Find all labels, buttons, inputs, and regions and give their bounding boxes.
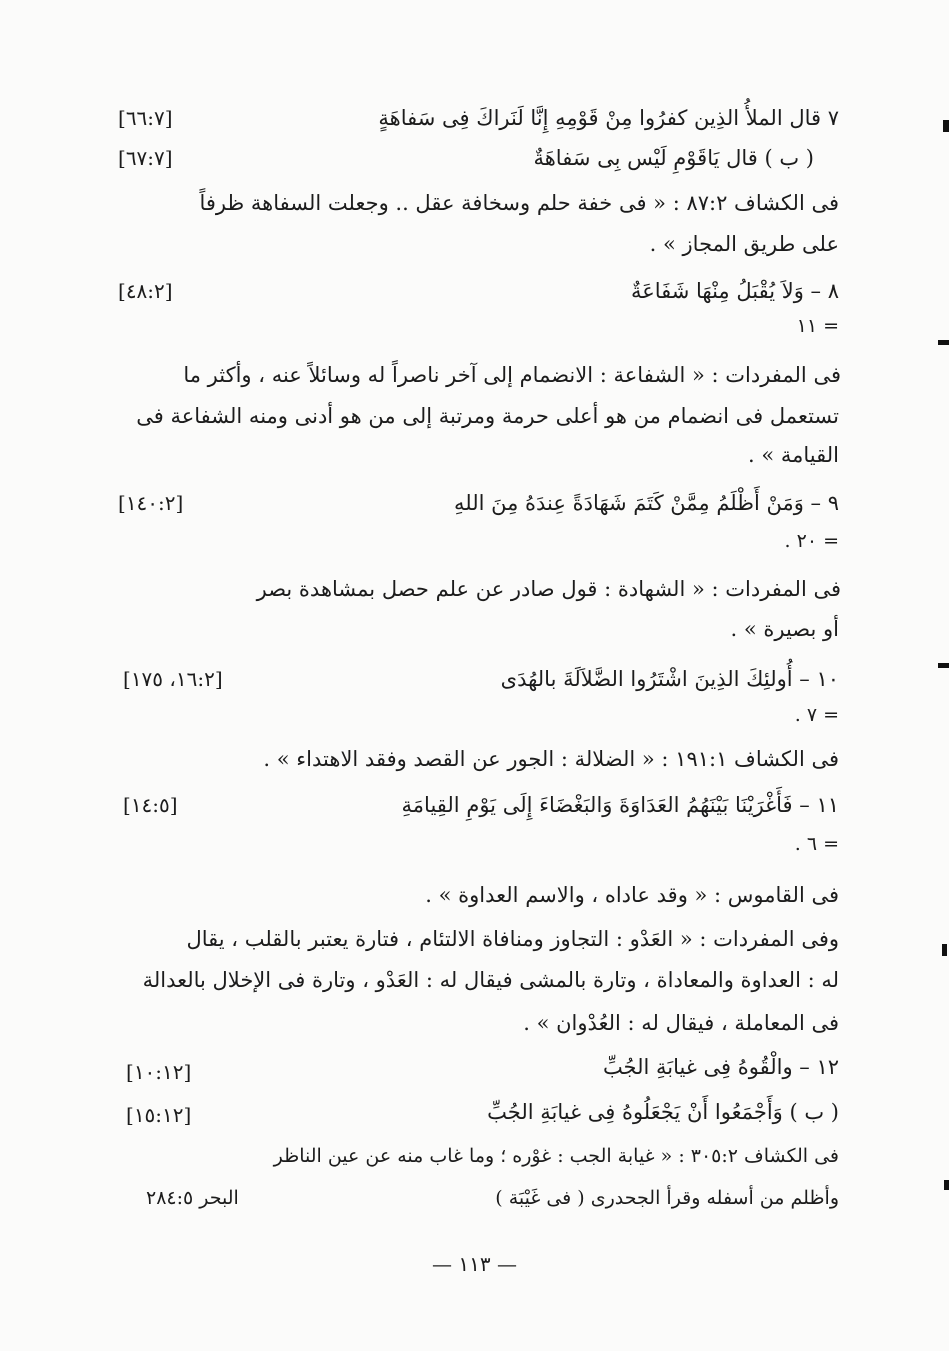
verse-12: ١٢ – والْقُوهُ فِى غيابَةِ الجُبِّ (602, 1055, 839, 1079)
verse-ref: [١٠:١٢] (126, 1060, 192, 1084)
verse-8: ٨ – وَلاَ يُقْبَلُ مِنْهَا شَفَاعَةٌ (630, 279, 839, 303)
verse-9: ٩ – وَمَنْ أَظْلَمُ مِمَّنْ كَتَمَ شَهَادَةً عِندَهُ مِنَ اللهِ (454, 491, 839, 515)
commentary-line: فى المعاملة ، فيقال له : العُدْوان » . (523, 1011, 839, 1035)
commentary-line: وفى المفردات : « العَدْو : التجاوز ومنافاة الالتئام ، فتارة يعتبر بالقلب ، يقال (186, 927, 839, 951)
verse-ref: [٦٧:٧] (118, 146, 173, 170)
commentary-line: وأظلم من أسفله وقرأ الجحدرى ( فى غَيْبَة ) (495, 1187, 839, 1209)
margin-mark (943, 120, 949, 132)
occurrence-count: = ١١ (796, 315, 839, 337)
commentary-line: أو بصيرة » . (730, 617, 839, 641)
page-number: — ١١٣ — (432, 1252, 517, 1276)
verse-ref: [١٥:١٢] (126, 1103, 192, 1127)
occurrence-count: = ٦ . (794, 833, 839, 855)
verse-ref: [٦٦:٧] (118, 106, 173, 130)
verse-ref: [٤٨:٢] (118, 279, 173, 303)
verse-ref: [١٤:٥] (123, 793, 178, 817)
commentary-line: له : العداوة والمعاداة ، وتارة بالمشى فيقال له : العَدْو ، وتارة فى الإخلال بالعدالة (142, 968, 839, 992)
margin-mark (938, 663, 949, 668)
verse-7: ٧ قال الملأُ الذِين كفرُوا مِنْ قَوْمِهِ إِنَّا لَنَراكَ فِى سَفاهَةٍ (378, 106, 839, 130)
commentary-line: فى المفردات : « الشهادة : قول صادر عن علم حصل بمشاهدة بصر (256, 577, 841, 601)
commentary-line: تستعمل فى انضمام من هو أعلى حرمة ومرتبة إلى من هو أدنى ومنه الشفاعة فى (136, 404, 839, 428)
margin-mark (944, 1180, 949, 1190)
verse-10: ١٠ – أُولئِكَ الذِينَ اشْتَرُوا الضَّلاَلَةَ بالهُدَى (500, 667, 839, 691)
commentary-line: فى المفردات : « الشفاعة : الانضمام إلى آخر ناصراً له وسائلاً عنه ، وأكثر ما (183, 363, 841, 387)
commentary-line: فى الكشاف ٨٧:٢ : « فى خفة حلم وسخافة عقل .. وجعلت السفاهة ظرفاً (199, 191, 839, 215)
commentary-line: فى الكشاف ٣٠٥:٢ : « غيابة الجب : غوْره ؛ وما غاب منه عن عين الناظر (273, 1145, 839, 1167)
commentary-line: فى الكشاف ١٩١:١ : « الضلالة : الجور عن القصد وفقد الاهتداء » . (263, 747, 839, 771)
verse-7b: ( ب ) قال يَاقَوْمِ لَيْس بِى سَفاهَةٌ (533, 146, 814, 170)
verse-ref: [١٦:٢، ١٧٥] (123, 667, 223, 691)
occurrence-count: = ٢٠ . (784, 530, 839, 552)
verse-11: ١١ – فَأَغْرَيْنَا بَيْنَهُمُ العَدَاوَةَ وَالبَغْضَاءَ إِلَى يَوْمِ القِيامَةِ (401, 793, 839, 817)
verse-12b: ( ب ) وَأَجْمَعُوا أَنْ يَجْعَلُوهُ فِى غيابَةِ الجُبِّ (487, 1100, 839, 1124)
verse-ref: [١٤٠:٢] (118, 491, 184, 515)
occurrence-count: = ٧ . (794, 704, 839, 726)
commentary-line: على طريق المجاز » . (649, 232, 839, 256)
commentary-line: فى القاموس : « وقد عاداه ، والاسم العداوة » . (425, 883, 839, 907)
margin-mark (942, 944, 947, 956)
source-ref: البحر ٢٨٤:٥ (146, 1187, 239, 1209)
commentary-line: القيامة » . (748, 443, 839, 467)
margin-mark (938, 340, 949, 345)
